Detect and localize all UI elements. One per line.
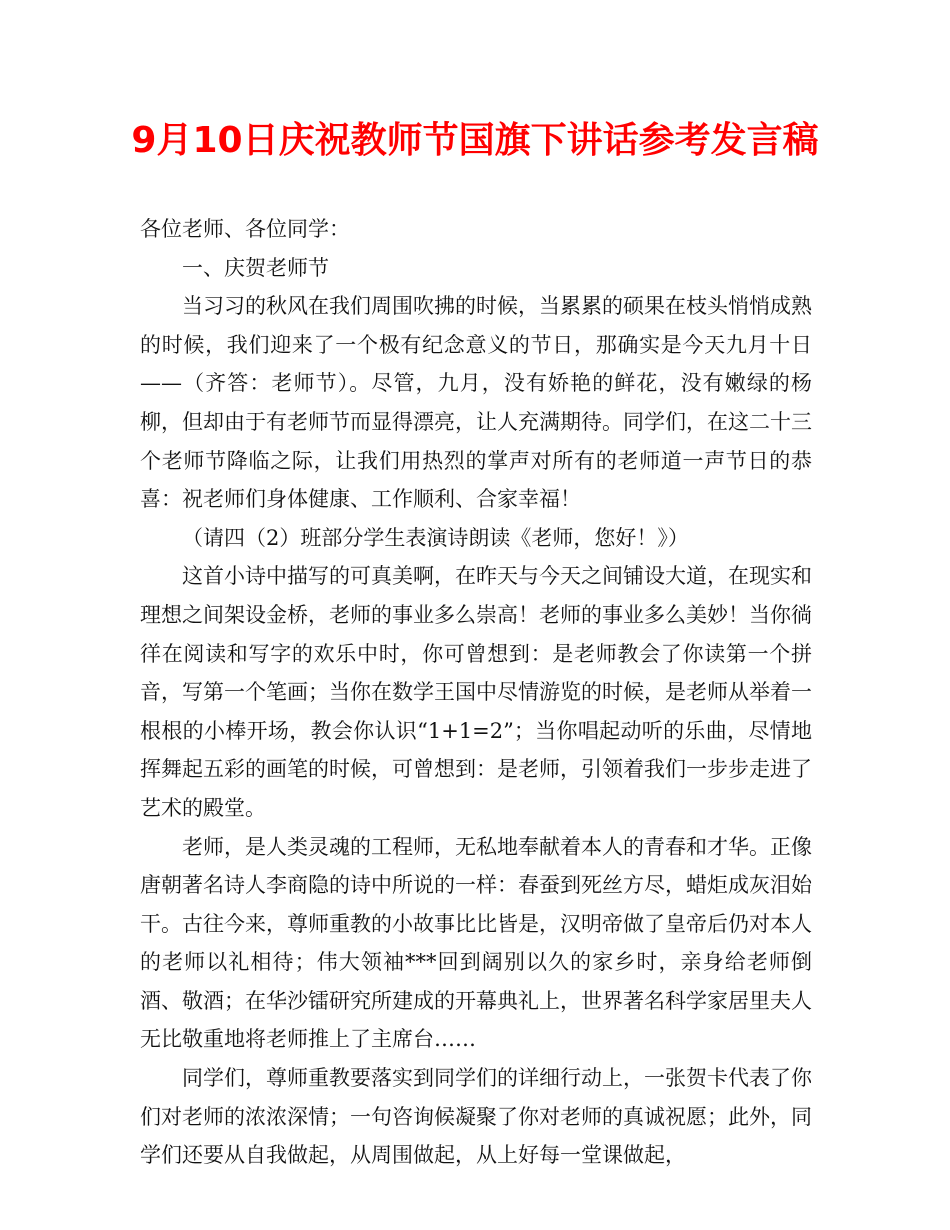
salutation-paragraph: 各位老师、各位同学： — [140, 217, 350, 241]
body-paragraph: 当习习的秋风在我们周围吹拂的时候，当累累的硕果在枝头悄悄成熟的时候，我们迎来了一个极有纪念意义的节日，那确实是今天九月十日——（齐答：老师节）。尽管，九月，没有娇艳的鲜花，没有嫩绿的杨柳，但却由于有老师节而显得漂亮，让人充满期待。同学们，在这二十三个老师节降临之际，让我们用热烈的掌声对所有的老师道一声节日的恭喜：祝老师们身体健康、工作顺利、合家幸福！ — [140, 294, 812, 512]
body-paragraph: 这首小诗中描写的可真美啊，在昨天与今天之间铺设大道，在现实和理想之间架设金桥，老师的事业多么崇高！老师的事业多么美妙！当你徜徉在阅读和写字的欢乐中时，你可曾想到：是老师教会了你读第一个拼音，写第一个笔画；当你在数学王国中尽情游览的时候，是老师从举着一根根的小棒开场，教会你认识“1+1=2”；当你唱起动听的乐曲，尽情地挥舞起五彩的画笔的时候，可曾想到：是老师，引领着我们一步步走进了艺术的殿堂。 — [140, 564, 812, 820]
document-body — [140, 210, 812, 1175]
body-paragraph: 同学们，尊师重教要落实到同学们的详细行动上，一张贺卡代表了你们对老师的浓浓深情；一句咨询候凝聚了你对老师的真诚祝愿；此外，同学们还要从自我做起，从周围做起，从上好每一堂课做起， — [140, 1066, 812, 1168]
section-heading: 一、庆贺老师节 — [182, 255, 329, 280]
document-title: 9月10日庆祝教师节国旗下讲话参考发言稿 — [131, 120, 819, 161]
body-paragraph: （请四（2）班部分学生表演诗朗读《老师，您好！》） — [182, 525, 689, 550]
body-paragraph: 老师，是人类灵魂的工程师，无私地奉献着本人的青春和才华。正像唐朝著名诗人李商隐的诗中所说的一样：春蚕到死丝方尽，蜡炬成灰泪始干。古往今来，尊师重教的小故事比比皆是，汉明帝做了皇帝后仍对本人的老师以礼相待；伟大领袖***回到阔别以久的家乡时，亲身给老师倒酒、敬酒；在华沙镭研究所建成的开幕典礼上，世界著名科学家居里夫人无比敬重地将老师推上了主席台…… — [140, 834, 812, 1052]
